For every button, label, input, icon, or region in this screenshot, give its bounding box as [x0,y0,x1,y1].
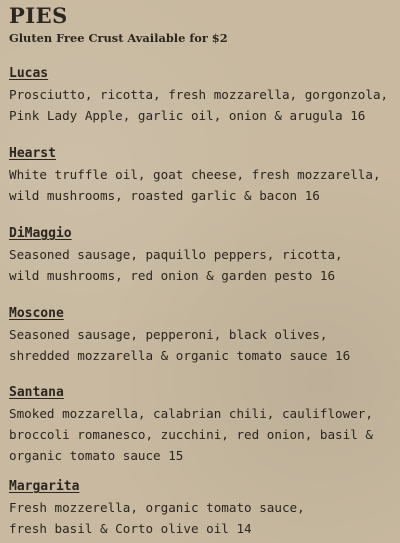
item-description-line: Prosciutto, ricotta, fresh mozzarella, gorgonzola, [9,87,389,102]
menu-item-moscone [9,306,394,366]
item-description-line: fresh basil & Corto olive oil 14 [9,521,252,536]
menu-item-margarita [9,479,394,539]
item-description-line: wild mushrooms, roasted garlic & bacon 16 [9,188,320,203]
item-name: Margarita [9,479,80,494]
item-name: Hearst [9,146,56,161]
item-description-line: Seasoned sausage, pepperoni, black olives, [9,327,328,342]
item-description-line: Fresh mozzerella, organic tomato sauce, [9,500,305,515]
item-description [9,403,394,466]
item-description [9,497,394,539]
item-description-line: Seasoned sausage, paquillo peppers, ricotta, [9,247,343,262]
item-description-line: Smoked mozzarella, calabrian chili, cauliflower, [9,406,373,421]
item-name: Santana [9,385,64,400]
item-name: Lucas [9,66,49,81]
pies-menu [9,3,394,536]
menu-title: PIES [9,3,68,28]
menu-item-dimaggio [9,226,394,286]
item-name: DiMaggio [9,226,72,241]
item-description-line: organic tomato sauce 15 [9,448,184,463]
item-description [9,324,394,366]
menu-subtitle: Gluten Free Crust Available for $2 [9,31,228,45]
item-description-line: wild mushrooms, red onion & garden pesto 16 [9,268,336,283]
item-description [9,84,394,126]
item-description [9,244,394,286]
item-description-line: Pink Lady Apple, garlic oil, onion & arugula 16 [9,108,366,123]
menu-item-hearst [9,146,394,206]
item-description-line: shredded mozzarella & organic tomato sauce 16 [9,348,351,363]
item-description-line: White truffle oil, goat cheese, fresh mozzarella, [9,167,381,182]
item-description-line: broccoli romanesco, zucchini, red onion, basil & [9,427,373,442]
menu-item-lucas [9,66,394,126]
item-name: Moscone [9,306,64,321]
menu-item-santana [9,385,394,466]
item-description [9,164,394,206]
